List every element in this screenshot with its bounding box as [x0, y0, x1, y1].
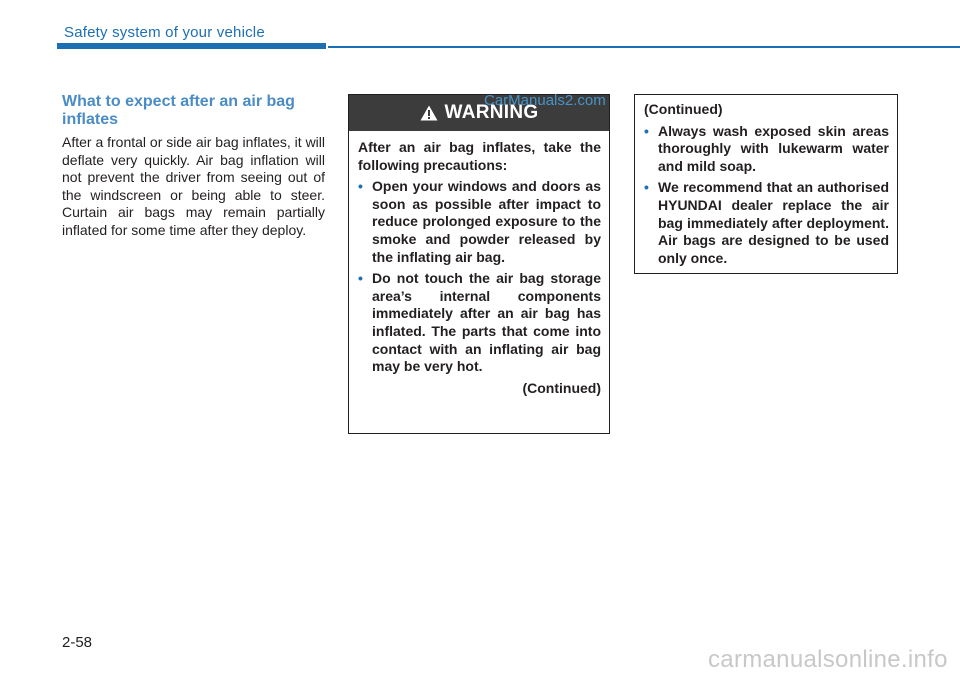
bullet-icon: •	[358, 270, 363, 287]
section-body-text: After a frontal or side air bag inflates, it will deflate very quickly. Air bag inflation will not prevent the driver from seeing out of the windscreen or being able to steer. Curtain air bags may remain partially inflated for some time after they deploy.	[62, 134, 326, 238]
warning-continued: (Continued)	[522, 379, 601, 396]
list-item: • We recommend that an authorised HYUNDAI dealer replace the air bag immediately after deployment. Air bags are designed to be used only once.	[644, 179, 889, 266]
list-item: • Do not touch the air bag storage area’s internal components immediately after an air bag has inflated. The parts that come into contact with an inflating air bag may be very hot.	[358, 270, 601, 375]
warning-content	[349, 131, 609, 397]
continued-label: (Continued)	[644, 101, 723, 117]
warning-box	[348, 94, 610, 434]
bullet-icon: •	[644, 122, 649, 139]
list-item: • Always wash exposed skin areas thoroughly with lukewarm water and mild soap.	[644, 122, 889, 174]
header-accent-bar	[57, 43, 326, 49]
continued-content	[635, 95, 897, 267]
warning-title: WARNING	[444, 102, 539, 123]
section-heading: What to expect after an air bag inflates	[62, 93, 295, 128]
continued-list	[644, 123, 889, 268]
warning-triangle-icon	[420, 105, 438, 121]
watermark-link[interactable]: CarManuals2.com	[484, 92, 606, 109]
section-header-title: Safety system of your vehicle	[64, 24, 265, 41]
warning-intro: After an air bag inflates, take the following precautions:	[358, 139, 601, 173]
bullet-icon: •	[358, 178, 363, 195]
warning-list	[358, 178, 601, 376]
page-number: 2-58	[62, 634, 93, 651]
footer-watermark: carmanualsonline.info	[708, 646, 948, 673]
list-item: • Open your windows and doors as soon as possible after impact to reduce prolonged exposure to the smoke and powder released by the inflating air bag.	[358, 178, 601, 265]
header-rule	[328, 46, 960, 48]
bullet-icon: •	[644, 179, 649, 196]
continued-box	[634, 94, 898, 274]
